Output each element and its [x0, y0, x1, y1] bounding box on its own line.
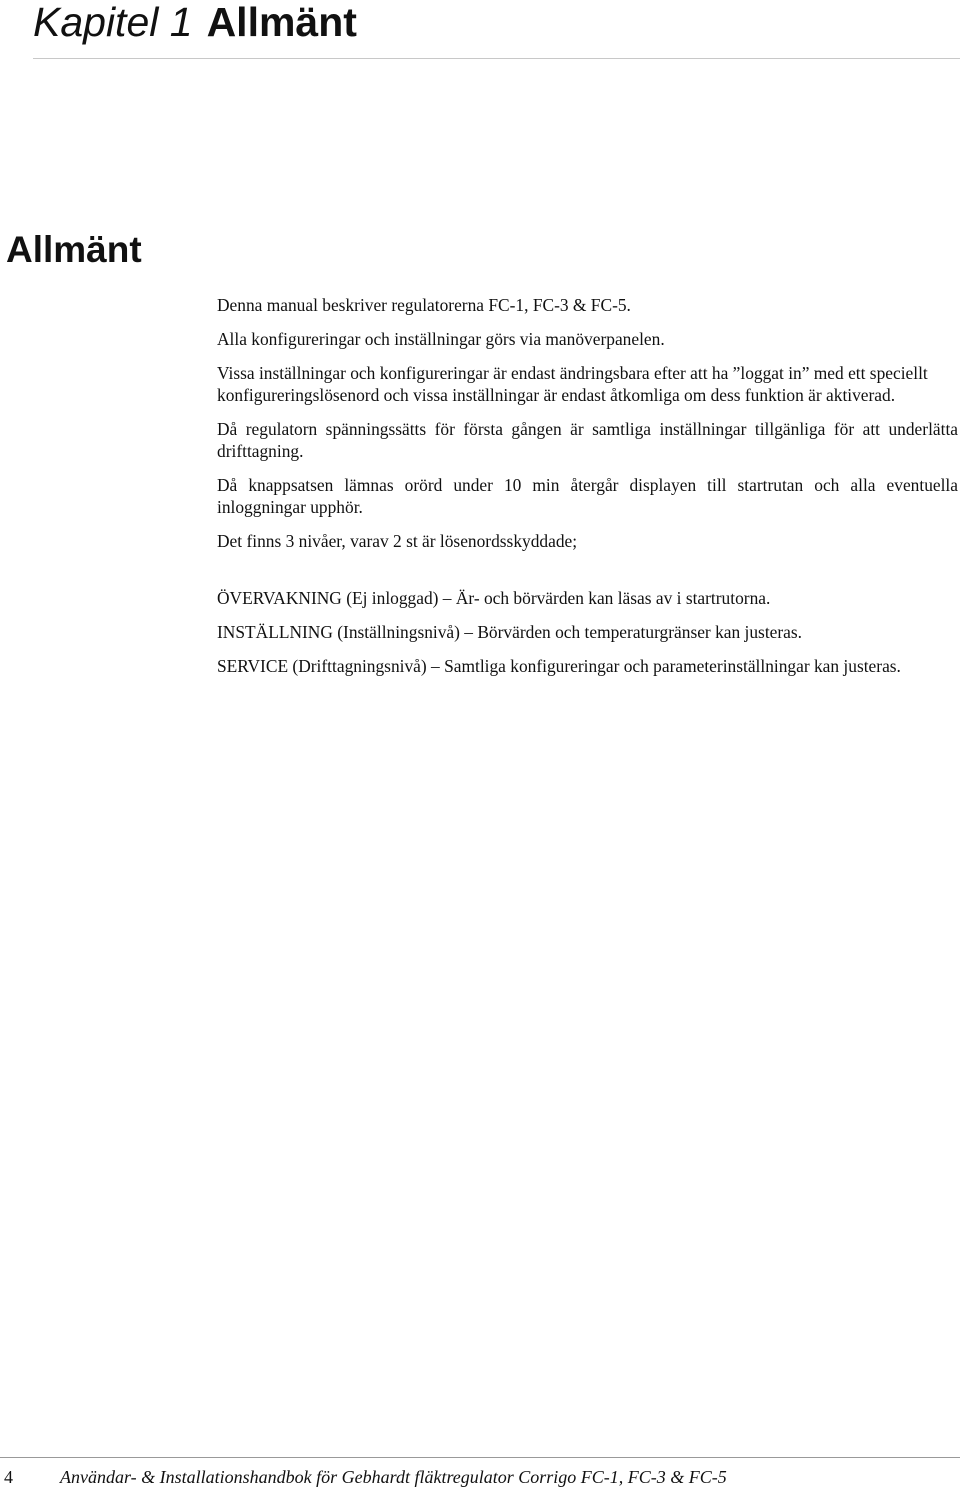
level-item-service: SERVICE (Drifttagningsnivå) – Samtliga konfigureringar och parameterinställningar kan justeras.	[217, 656, 901, 676]
header-divider	[33, 58, 960, 59]
paragraph-levels-intro: Det finns 3 nivåer, varav 2 st är lösenordsskyddade;	[217, 531, 578, 551]
section-title: Allmänt	[6, 229, 142, 270]
footer-title: Användar- & Installationshandbok för Gebhardt fläktregulator Corrigo FC-1, FC-3 & FC-5	[60, 1467, 727, 1487]
page-number: 4	[4, 1467, 13, 1487]
level-item-settings: INSTÄLLNING (Inställningsnivå) – Börvärden och temperaturgränser kan justeras.	[217, 622, 802, 642]
level-item-monitoring: ÖVERVAKNING (Ej inloggad) – Är- och börvärden kan läsas av i startrutorna.	[217, 588, 771, 608]
paragraph-timeout: Då knappsatsen lämnas orörd under 10 min återgår displayen till startrutan och alla eventuella inloggningar upphör.	[217, 475, 958, 517]
chapter-header	[33, 0, 357, 48]
page-footer	[0, 1466, 960, 1490]
chapter-title: Allmänt	[206, 0, 357, 45]
paragraph-intro: Denna manual beskriver regulatorerna FC-1, FC-3 & FC-5.	[217, 295, 631, 315]
paragraph-configuration: Alla konfigureringar och inställningar görs via manöverpanelen.	[217, 329, 665, 349]
body-content	[217, 294, 958, 677]
chapter-label: Kapitel 1	[33, 0, 193, 45]
footer-divider	[0, 1457, 960, 1458]
paragraph-first-power: Då regulatorn spänningssätts för första gången är samtliga inställningar tillgänliga för att underlätta drifttagning.	[217, 419, 958, 461]
paragraph-login: Vissa inställningar och konfigureringar är endast ändringsbara efter att ha ”loggat in” med ett speciellt konfigureringslösenord och vissa inställningar är endast åtkomliga om dess funktion är aktiverad.	[217, 363, 928, 405]
